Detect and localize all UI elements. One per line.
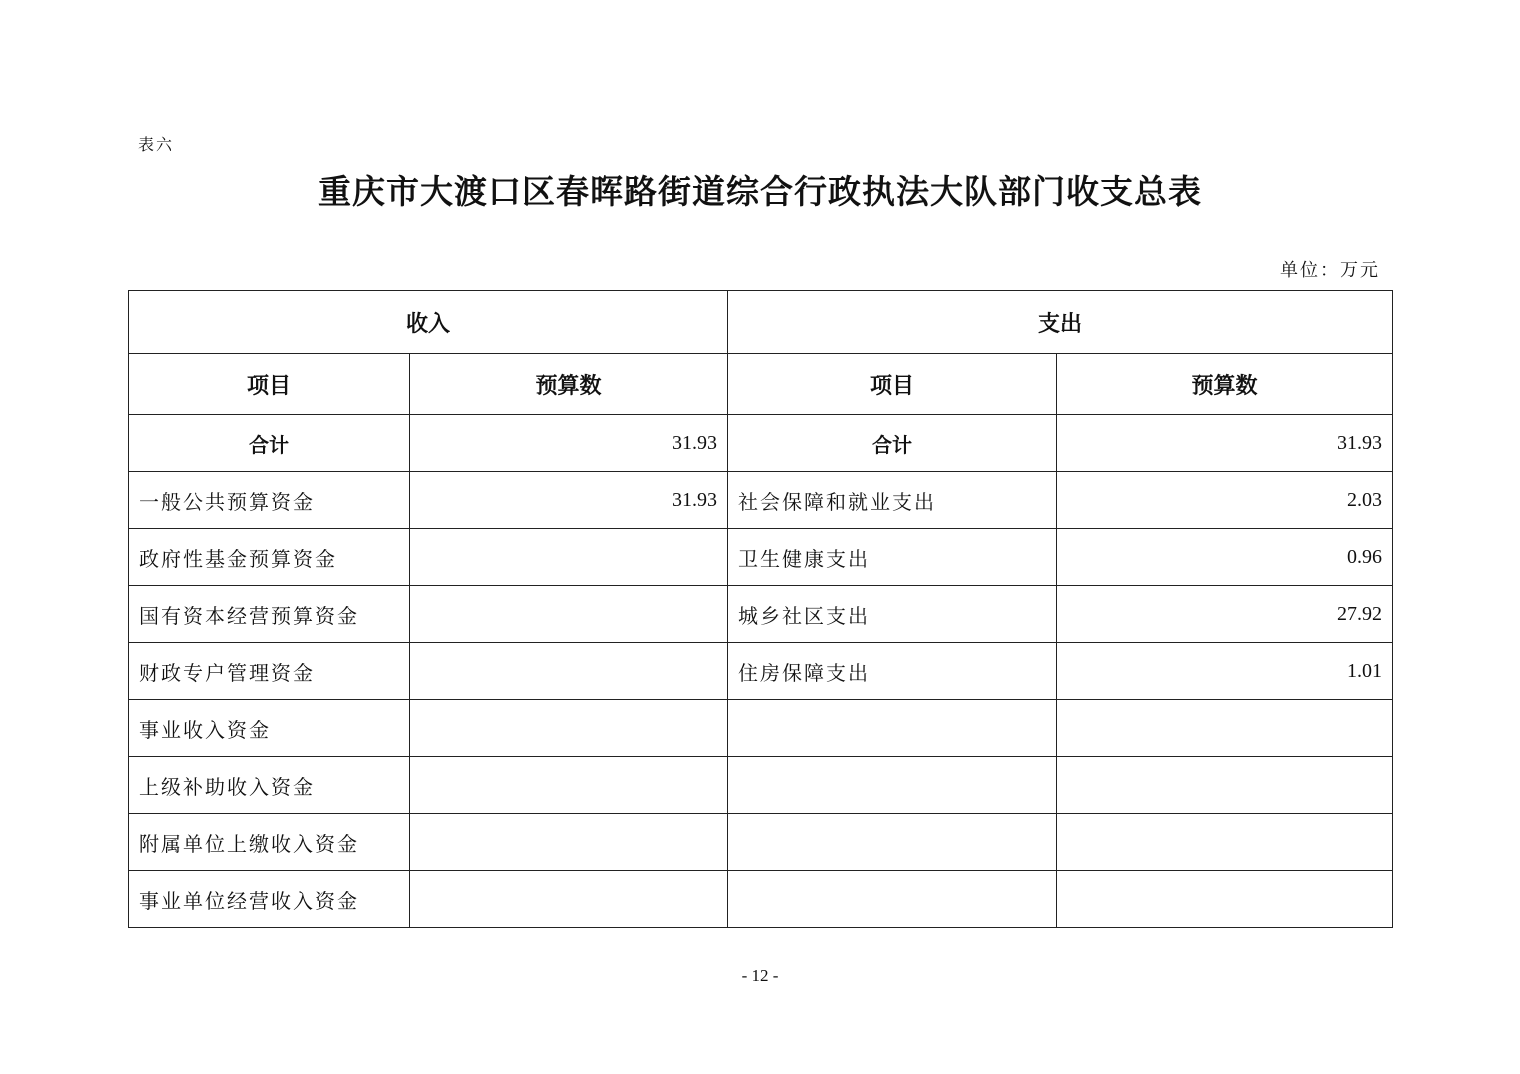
expense-item: [728, 757, 1057, 814]
unit-label: 单位：万元: [1280, 260, 1380, 281]
expense-value: [1057, 700, 1393, 757]
expense-value: [1057, 871, 1393, 928]
table-row: [129, 814, 1393, 871]
table-row: [129, 700, 1393, 757]
table-row: [129, 757, 1393, 814]
expense-value: 2.03: [1057, 472, 1393, 529]
income-value: [410, 757, 728, 814]
expense-item: 城乡社区支出: [728, 586, 1057, 643]
expense-item: [728, 814, 1057, 871]
expense-value: [1057, 757, 1393, 814]
income-total-label: 合计: [129, 415, 410, 472]
income-item: 政府性基金预算资金: [129, 529, 410, 586]
income-item: 财政专户管理资金: [129, 643, 410, 700]
table-row: [129, 871, 1393, 928]
table-label: 表六: [138, 135, 175, 154]
expense-budget-header: 预算数: [1057, 354, 1393, 415]
expense-item-header: 项目: [728, 354, 1057, 415]
total-row: [129, 415, 1393, 472]
income-total-value: 31.93: [410, 415, 728, 472]
table-row: [129, 586, 1393, 643]
page-number: - 12 -: [741, 966, 779, 985]
income-value: [410, 529, 728, 586]
income-value: [410, 871, 728, 928]
expense-value: 1.01: [1057, 643, 1393, 700]
income-value: 31.93: [410, 472, 728, 529]
expense-item: 卫生健康支出: [728, 529, 1057, 586]
income-value: [410, 643, 728, 700]
income-value: [410, 586, 728, 643]
document-title: 重庆市大渡口区春晖路街道综合行政执法大队部门收支总表: [318, 172, 1202, 211]
income-item: 国有资本经营预算资金: [129, 586, 410, 643]
expense-total-value: 31.93: [1057, 415, 1393, 472]
income-budget-header: 预算数: [410, 354, 728, 415]
income-item: 一般公共预算资金: [129, 472, 410, 529]
table-row: [129, 643, 1393, 700]
expense-item: [728, 871, 1057, 928]
expense-section-header: 支出: [728, 291, 1393, 354]
expense-total-label: 合计: [728, 415, 1057, 472]
expense-value: 27.92: [1057, 586, 1393, 643]
expense-item: 社会保障和就业支出: [728, 472, 1057, 529]
table-row: [129, 529, 1393, 586]
income-item-header: 项目: [129, 354, 410, 415]
income-item: 附属单位上缴收入资金: [129, 814, 410, 871]
income-item: 事业单位经营收入资金: [129, 871, 410, 928]
header-row-sections: [129, 291, 1393, 354]
budget-table: [128, 290, 1393, 928]
income-value: [410, 700, 728, 757]
expense-item: 住房保障支出: [728, 643, 1057, 700]
income-value: [410, 814, 728, 871]
income-item: 上级补助收入资金: [129, 757, 410, 814]
table-row: [129, 472, 1393, 529]
expense-value: 0.96: [1057, 529, 1393, 586]
expense-value: [1057, 814, 1393, 871]
income-section-header: 收入: [129, 291, 728, 354]
expense-item: [728, 700, 1057, 757]
income-item: 事业收入资金: [129, 700, 410, 757]
header-row-columns: [129, 354, 1393, 415]
